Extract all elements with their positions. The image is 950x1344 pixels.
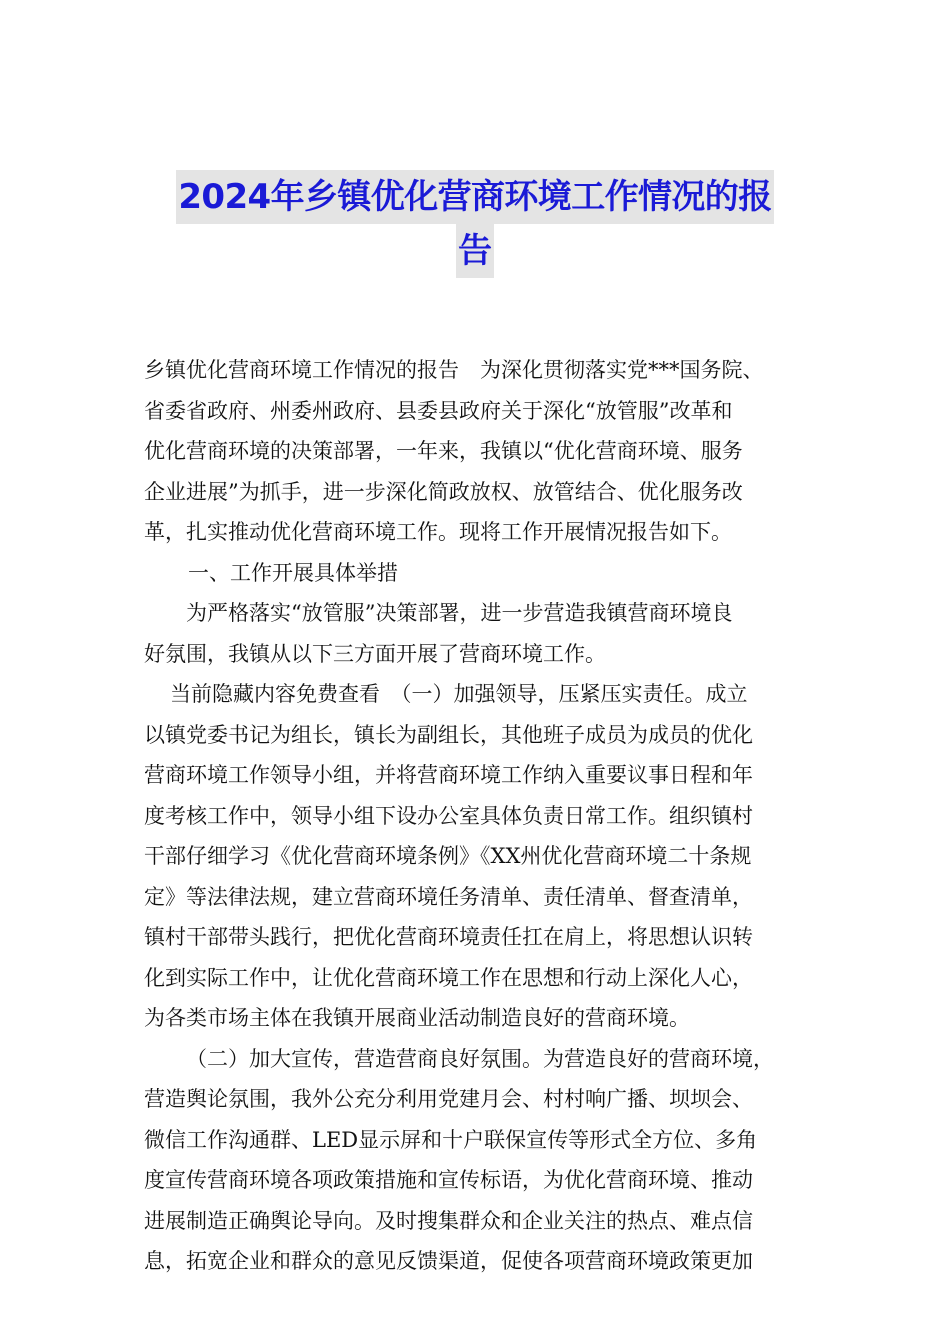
body-line: 度考核工作中，领导小组下设办公室具体负责日常工作。组织镇村: [144, 803, 753, 828]
body-line: 当前隐藏内容免费查看 （一）加强领导，压紧压实责任。成立: [170, 682, 748, 706]
body-line: 息，拓宽企业和群众的意见反馈渠道，促使各项营商环境政策更加: [144, 1249, 753, 1273]
body-line: 优化营商环境的决策部署，一年来，我镇以“优化营商环境、服务: [144, 439, 743, 463]
body-line: 革，扎实推动优化营商环境工作。现将工作开展情况报告如下。: [144, 520, 732, 544]
body-line: 为严格落实“放管服”决策部署，进一步营造我镇营商环境良: [186, 601, 733, 625]
body-line: 干部仔细学习《优化营商环境条例》《XX州优化营商环境二十条规: [144, 844, 752, 868]
body-line: 进展制造正确舆论导向。及时搜集群众和企业关注的热点、难点信: [144, 1208, 753, 1233]
body-line: 度宣传营商环境各项政策措施和宣传标语，为优化营商环境、推动: [144, 1168, 753, 1192]
body-line: 省委省政府、州委州政府、县委县政府关于深化“放管服”改革和: [144, 398, 733, 423]
body-line: 好氛围，我镇从以下三方面开展了营商环境工作。: [144, 641, 606, 666]
document-body: [144, 350, 834, 1282]
body-line: 营造舆论氛围，我外公充分利用党建月会、村村响广播、坝坝会、: [144, 1087, 753, 1111]
body-line: 以镇党委书记为组长，镇长为副组长，其他班子成员为成员的优化: [144, 722, 753, 747]
body-line: 乡镇优化营商环境工作情况的报告 为深化贯彻落实党***国务院、: [144, 358, 764, 382]
section-heading: 一、工作开展具体举措: [188, 560, 398, 585]
body-line: 为各类市场主体在我镇开展商业活动制造良好的营商环境。: [144, 1006, 690, 1030]
title-line-1: 2024年乡镇优化营商环境工作情况的报: [176, 170, 773, 224]
body-line: 营商环境工作领导小组，并将营商环境工作纳入重要议事日程和年: [144, 763, 753, 787]
body-line: 镇村干部带头践行，把优化营商环境责任扛在肩上，将思想认识转: [144, 925, 753, 949]
document-title: [140, 170, 810, 278]
body-line: 化到实际工作中，让优化营商环境工作在思想和行动上深化人心，: [144, 965, 753, 990]
body-line: 定》等法律法规，建立营商环境任务清单、责任清单、督查清单，: [144, 884, 753, 909]
body-line: 企业进展”为抓手，进一步深化简政放权、放管结合、优化服务改: [144, 479, 743, 504]
body-line: 微信工作沟通群、LED显示屏和十户联保宣传等形式全方位、多角: [144, 1127, 758, 1152]
title-line-2: 告: [456, 224, 494, 278]
body-line: （二）加大宣传，营造营商良好氛围。为营造良好的营商环境，: [186, 1046, 774, 1071]
